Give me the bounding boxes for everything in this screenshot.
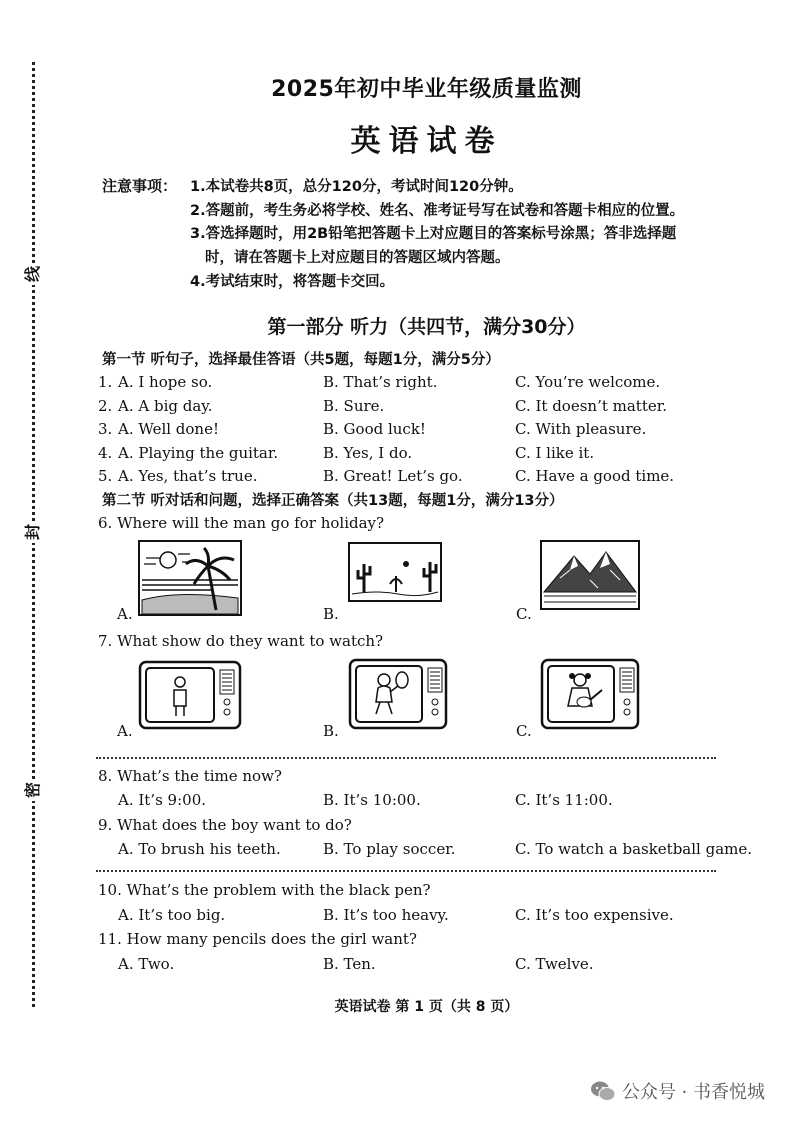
q1-option-b: B. That’s right.	[323, 373, 438, 391]
q7-option-c-label: C.	[516, 722, 532, 740]
q7-option-b-label: B.	[323, 722, 339, 740]
q3-q-num: 3.	[98, 420, 113, 438]
q4-option-a: A. Playing the guitar.	[118, 444, 279, 462]
q8-option-c: C. It’s 11:00.	[515, 791, 613, 809]
q9-option-c: C. To watch a basketball game.	[515, 840, 753, 858]
q7-option-a-label: A.	[117, 722, 133, 740]
q6-option-a-label: A.	[117, 605, 133, 623]
q11-stem: 11. How many pencils does the girl want?	[98, 930, 417, 948]
q9-stem: 9. What does the boy want to do?	[98, 816, 352, 834]
q5-option-b: B. Great! Let’s go.	[323, 467, 463, 485]
q1-q-num: 1.	[98, 373, 113, 391]
part-title: 第一部分 听力（共四节，满分30分）	[267, 316, 586, 338]
mountain-picture	[540, 540, 640, 610]
cut-line-1	[96, 757, 716, 759]
q3-option-a: A. Well done!	[118, 420, 220, 438]
q3-option-c: C. With pleasure.	[515, 420, 647, 438]
notice-label: 注意事项：	[102, 177, 178, 195]
q8-stem: 8. What’s the time now?	[98, 767, 282, 785]
q9-option-a: A. To brush his teeth.	[118, 840, 281, 858]
notice-item-3-cont: 时，请在答题卡上对应题目的答题区域内答题。	[205, 250, 510, 266]
binding-char-xian: 线	[21, 263, 45, 285]
q11-option-a: A. Two.	[118, 955, 175, 973]
section-2-title: 第二节 听对话和问题，选择正确答案（共13题，每题1分，满分13分）	[102, 493, 564, 509]
section-1-title: 第一节 听句子，选择最佳答语（共5题，每题1分，满分5分）	[102, 352, 500, 368]
desert-picture	[348, 542, 442, 602]
q3-option-b: B. Good luck!	[323, 420, 426, 438]
q7-stem: 7. What show do they want to watch?	[98, 632, 384, 650]
binding-char-mi: 密	[21, 779, 45, 801]
q2-option-b: B. Sure.	[323, 397, 385, 415]
cut-line-2	[96, 870, 716, 872]
q2-option-c: C. It doesn’t matter.	[515, 397, 668, 415]
q11-option-b: B. Ten.	[323, 955, 376, 973]
q10-option-a: A. It’s too big.	[118, 906, 226, 924]
q1-option-a: A. I hope so.	[118, 373, 213, 391]
beach-picture	[138, 540, 242, 616]
q10-option-c: C. It’s too expensive.	[515, 906, 674, 924]
watermark-text: 公众号 · 书香悦城	[621, 1082, 765, 1103]
binding-char-feng: 封	[21, 521, 45, 543]
page-footer: 英语试卷 第 1 页（共 8 页）	[334, 999, 519, 1015]
watermark	[590, 1078, 765, 1104]
tv-news-picture	[138, 660, 242, 730]
q4-option-b: B. Yes, I do.	[323, 444, 413, 462]
tv-tennis-picture	[348, 658, 448, 730]
q2-option-a: A. A big day.	[118, 397, 213, 415]
notice-item-4: 4.考试结束时，将答题卡交回。	[190, 274, 395, 290]
tv-music-picture	[540, 658, 640, 730]
q10-option-b: B. It’s too heavy.	[323, 906, 449, 924]
q8-option-a: A. It’s 9:00.	[118, 791, 207, 809]
notice-item-2: 2.答题前，考生务必将学校、姓名、准考证号写在试卷和答题卡相应的位置。	[190, 203, 685, 219]
q2-q-num: 2.	[98, 397, 113, 415]
q6-stem: 6. Where will the man go for holiday?	[98, 514, 385, 532]
q10-stem: 10. What’s the problem with the black pen?	[98, 881, 431, 899]
q4-option-c: C. I like it.	[515, 444, 595, 462]
q1-option-c: C. You’re welcome.	[515, 373, 661, 391]
exam-title: 2025年初中毕业年级质量监测	[271, 77, 582, 102]
q6-option-c-label: C.	[516, 605, 532, 623]
q5-q-num: 5.	[98, 467, 113, 485]
q6-option-b-label: B.	[323, 605, 339, 623]
q5-option-a: A. Yes, that’s true.	[118, 467, 258, 485]
q5-option-c: C. Have a good time.	[515, 467, 675, 485]
q9-option-b: B. To play soccer.	[323, 840, 456, 858]
wechat-icon	[590, 1080, 616, 1102]
notice-item-3: 3.答选择题时，用2B铅笔把答题卡上对应题目的答案标号涂黑；答非选择题	[190, 226, 677, 242]
q11-option-c: C. Twelve.	[515, 955, 594, 973]
q8-option-b: B. It’s 10:00.	[323, 791, 421, 809]
notice-item-1: 1.本试卷共8页，总分120分，考试时间120分钟。	[190, 179, 523, 195]
q4-q-num: 4.	[98, 444, 113, 462]
subject-title: 英语试卷	[350, 124, 503, 159]
